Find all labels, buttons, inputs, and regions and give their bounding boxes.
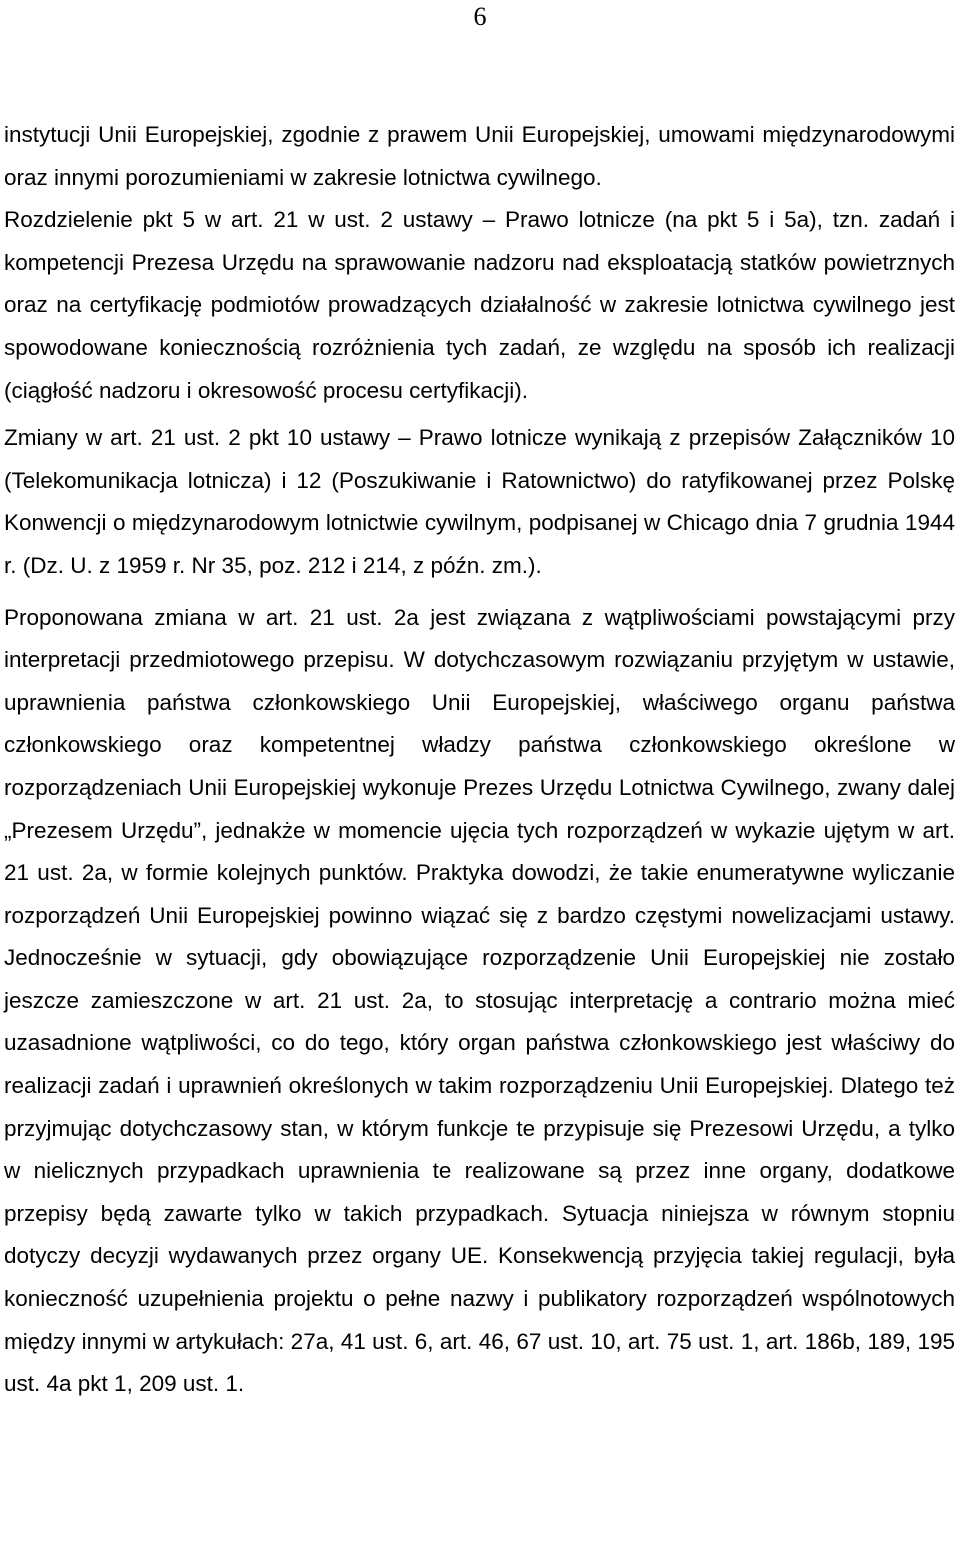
document-body	[4, 114, 955, 1406]
page-number: 6	[473, 2, 487, 31]
paragraph-art21-ust2a-proposal: Proponowana zmiana w art. 21 ust. 2a jest związana z wątpliwościami powstającymi przy interpretacji przedmiotowego przepisu. W dotychczasowym rozwiązaniu przyjętym w ustawie, uprawnienia państwa członkowskiego Unii Europejskiej, właściwego organu państwa członkowskiego oraz kompetentnej władzy państwa członkowskiego określone w rozporządzeniach Unii Europejskiej wykonuje Prezes Urzędu Lotnictwa Cywilnego, zwany dalej „Prezesem Urzędu”, jednakże w momencie ujęcia tych rozporządzeń w wykazie ujętym w art. 21 ust. 2a, w formie kolejnych punktów. Praktyka dowodzi, że takie enumeratywne wyliczanie rozporządzeń Unii Europejskiej powinno wiązać się z bardzo częstymi nowelizacjami ustawy. Jednocześnie w sytuacji, gdy obowiązujące rozporządzenie Unii Europejskiej nie zostało jeszcze zamieszczone w art. 21 ust. 2a, to stosując interpretację a contrario można mieć uzasadnione wątpliwości, co do tego, który organ państwa członkowskiego jest właściwy do realizacji zadań i uprawnień określonych w takim rozporządzeniu Unii Europejskiej. Dlatego też przyjmując dotychczasowy stan, w którym funkcje te przypisuje się Prezesowi Urzędu, a tylko w nielicznych przypadkach uprawnienia te realizowane są przez inne organy, dodatkowe przepisy będą zawarte tylko w takich przypadkach. Sytuacja niniejsza w równym stopniu dotyczy decyzji wydawanych przez organy UE. Konsekwencją przyjęcia takiej regulacji, była konieczność uzupełnienia projektu o pełne nazwy i publikatory rozporządzeń wspólnotowych między innymi w artykułach: 27a, 41 ust. 6, art. 46, 67 ust. 10, art. 75 ust. 1, art. 186b, 189, 195 ust. 4a pkt 1, 209 ust. 1.	[4, 604, 955, 1397]
paragraph-eu-law-continuation: instytucji Unii Europejskiej, zgodnie z prawem Unii Europejskiej, umowami międzynarodowymi oraz innymi porozumieniami w zakresie lotnictwa cywilnego.	[4, 122, 955, 190]
paragraph-art21-pkt5-split: Rozdzielenie pkt 5 w art. 21 w ust. 2 ustawy – Prawo lotnicze (na pkt 5 i 5a), tzn. zadań i kompetencji Prezesa Urzędu na sprawowanie nadzoru nad eksploatacją statków powietrznych oraz na certyfikację podmiotów prowadzących działalność w zakresie lotnictwa cywilnego jest spowodowane koniecznością rozróżnienia tych zadań, ze względu na sposób ich realizacji (ciągłość nadzoru i okresowość procesu certyfikacji).	[4, 207, 955, 403]
paragraph-art21-pkt10-changes: Zmiany w art. 21 ust. 2 pkt 10 ustawy – Prawo lotnicze wynikają z przepisów Załączników 10 (Telekomunikacja lotnicza) i 12 (Poszukiwanie i Ratownictwo) do ratyfikowanej przez Polskę Konwencji o międzynarodowym lotnictwie cywilnym, podpisanej w Chicago dnia 7 grudnia 1944 r. (Dz. U. z 1959 r. Nr 35, poz. 212 i 214, z późn. zm.).	[4, 425, 955, 578]
